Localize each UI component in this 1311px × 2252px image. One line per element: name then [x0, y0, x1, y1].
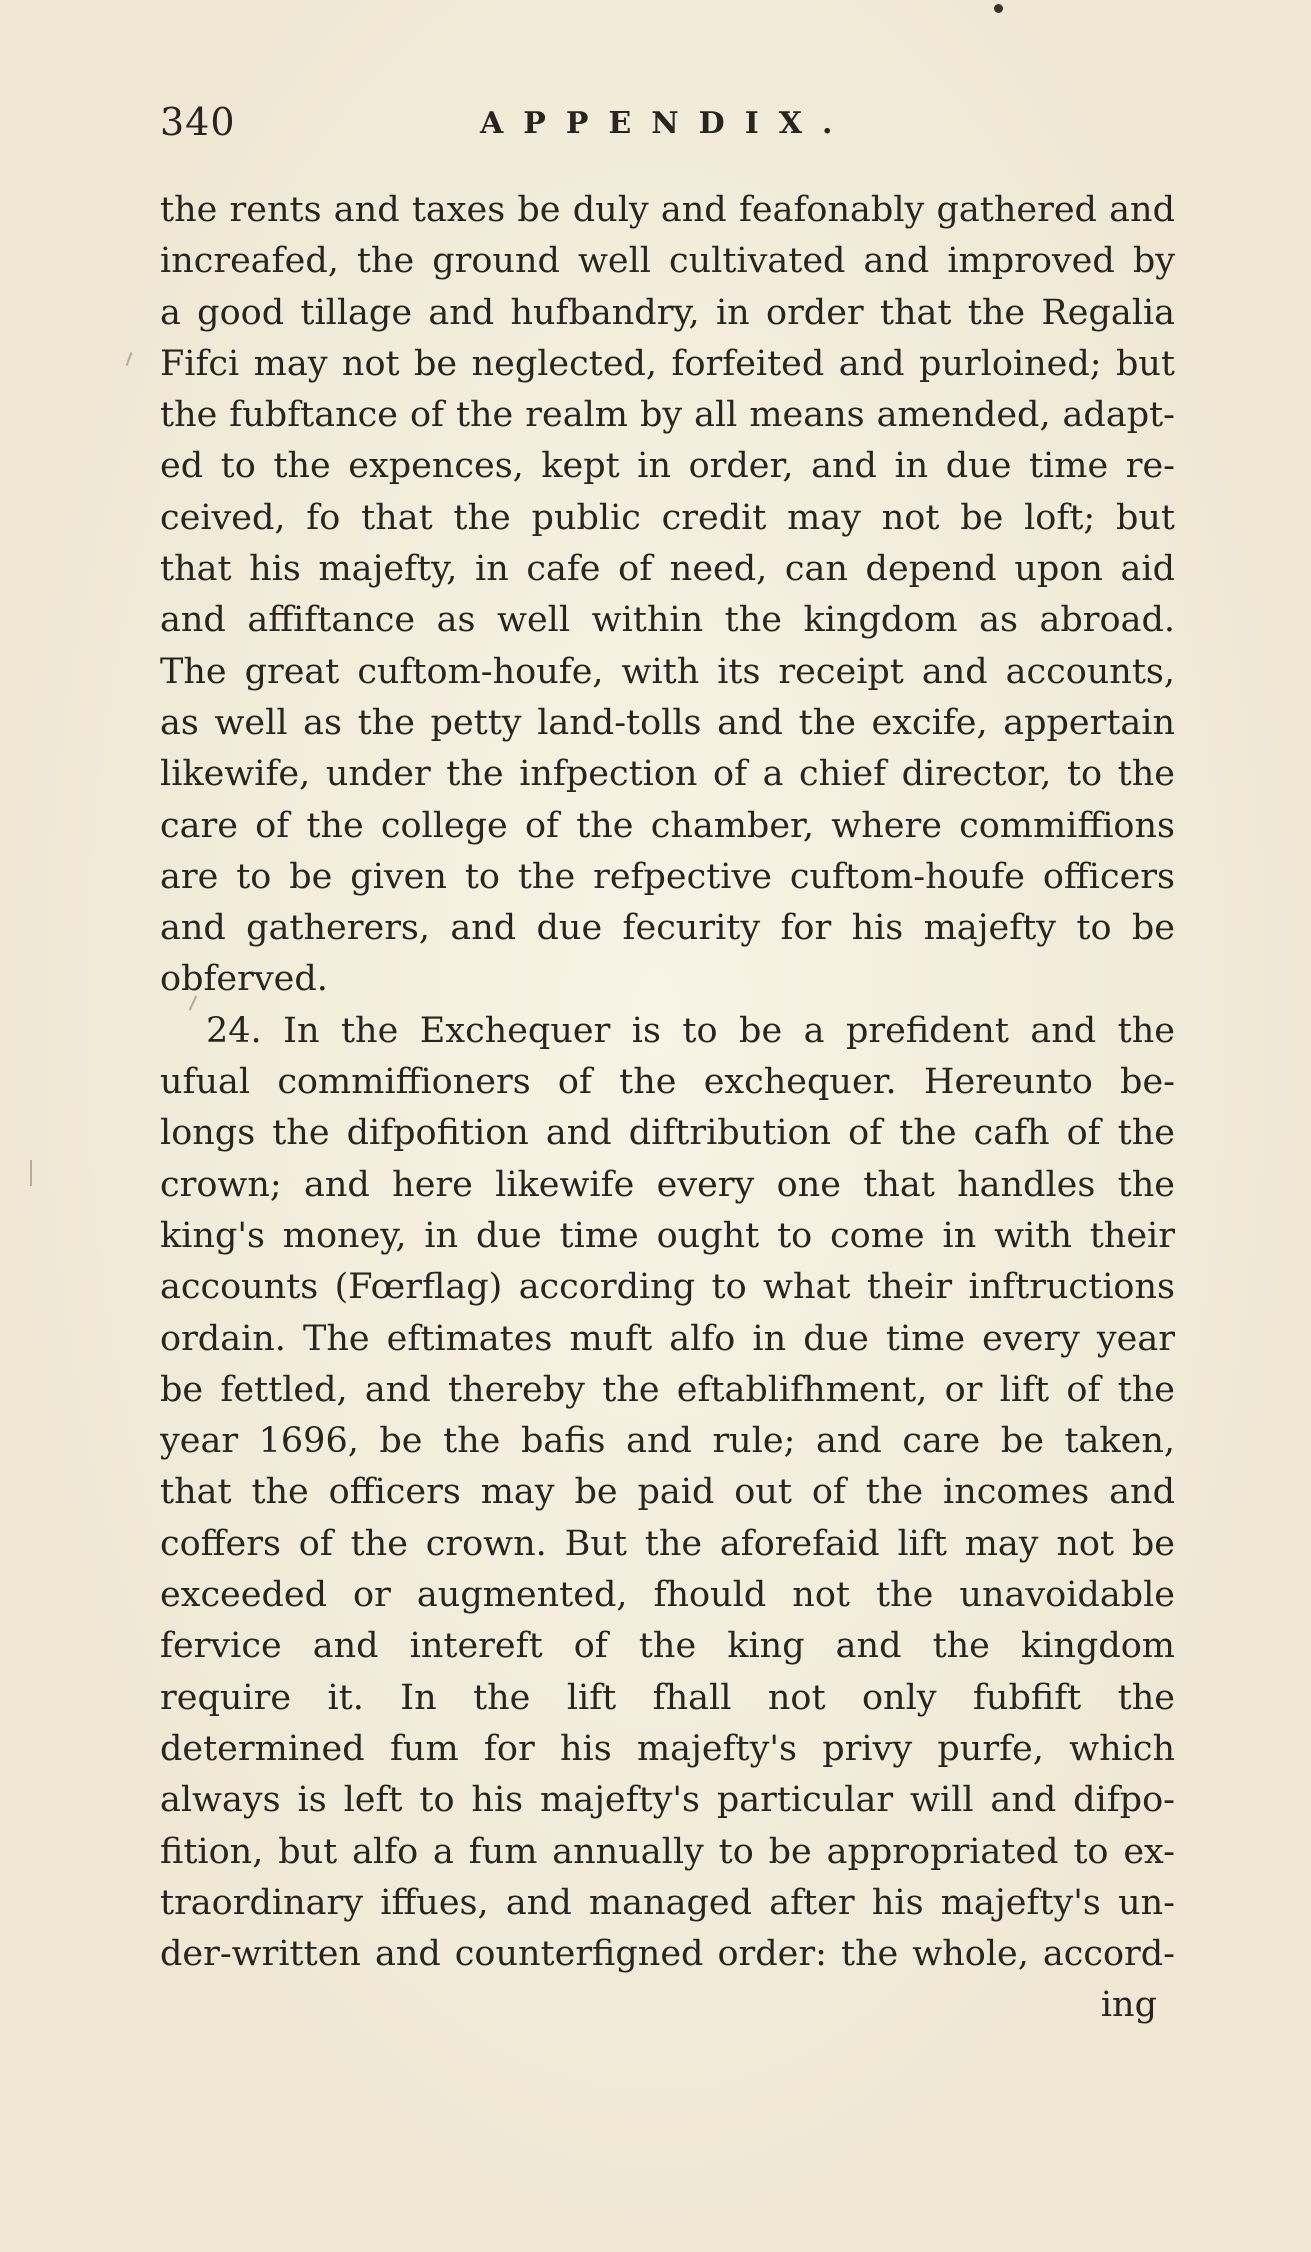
text-line: the rents and taxes be duly and feafonably gathered and	[160, 190, 1175, 230]
catchword-line	[160, 1980, 1175, 2031]
text-line: 24. In the Exchequer is to be a prefident and the	[206, 1010, 1175, 1051]
ink-speck	[994, 4, 1003, 13]
text-line: are to be given to the refpective cuftom-houfe officers	[160, 856, 1175, 897]
catchword: ing	[1100, 1985, 1157, 2026]
text-line: and gatherers, and due fecurity for his majefty to be	[160, 908, 1175, 949]
text-line: determined fum for his majefty's privy purfe, which	[160, 1728, 1175, 1769]
margin-mark	[126, 352, 132, 366]
running-title: APPENDIX.	[480, 106, 853, 141]
text-line: be fettled, and thereby the eftablifhment, or lift of the	[160, 1369, 1175, 1410]
text-line: Fifci may not be neglected, forfeited and purloined; but	[160, 343, 1175, 384]
text-line: obferved.	[160, 959, 328, 1000]
text-line: the fubftance of the realm by all means amended, adapt-	[160, 395, 1175, 436]
text-line: king's money, in due time ought to come in with their	[160, 1215, 1175, 1256]
text-line: that the officers may be paid out of the incomes and	[160, 1472, 1175, 1513]
text-line: fition, but alfo a fum annually to be appropriated to ex-	[160, 1831, 1175, 1872]
text-line: likewife, under the infpection of a chief director, to the	[160, 754, 1175, 795]
text-line: fervice and intereft of the king and the kingdom	[160, 1626, 1175, 1667]
text-line: longs the difpofition and diftribution of the cafh of the	[160, 1113, 1175, 1154]
text-line: traordinary iffues, and managed after his majefty's un-	[160, 1882, 1175, 1923]
text-line: ceived, fo that the public credit may not be loft; but	[160, 497, 1175, 538]
text-line: der-written and counterfigned order: the whole, accord-	[160, 1934, 1175, 1975]
page-number: 340	[160, 100, 236, 144]
text-line: crown; and here likewife every one that handles the	[160, 1164, 1175, 1205]
text-line: always is left to his majefty's particular will and difpo-	[160, 1780, 1175, 1821]
text-line: a good tillage and hufbandry, in order that the Regalia	[160, 292, 1175, 333]
text-line: The great cuftom-houfe, with its receipt and accounts,	[160, 651, 1175, 692]
text-line: coffers of the crown. But the aforefaid lift may not be	[160, 1523, 1175, 1564]
text-line: year 1696, be the bafis and rule; and care be taken,	[160, 1421, 1175, 1462]
text-line: exceeded or augmented, fhould not the unavoidable	[160, 1575, 1175, 1616]
text-line: that his majefty, in cafe of need, can depend upon aid	[160, 549, 1175, 590]
text-line: and affiftance as well within the kingdom as abroad.	[160, 600, 1175, 641]
text-line: ed to the expences, kept in order, and in due time re-	[160, 446, 1175, 487]
text-line: increafed, the ground well cultivated and improved by	[160, 241, 1175, 282]
margin-mark	[30, 1160, 32, 1186]
text-line: as well as the petty land-tolls and the excife, appertain	[160, 702, 1175, 743]
running-head	[160, 100, 1180, 150]
body-text	[160, 185, 1175, 2032]
text-line: ordain. The eftimates muft alfo in due time every year	[160, 1318, 1175, 1359]
text-line: require it. In the lift fhall not only fubfift the	[160, 1677, 1175, 1718]
text-line: ufual commiffioners of the exchequer. Hereunto be-	[160, 1062, 1175, 1103]
text-line: care of the college of the chamber, where commiffions	[160, 805, 1175, 846]
text-line: accounts (Fœrflag) according to what their inftructions	[160, 1267, 1175, 1308]
